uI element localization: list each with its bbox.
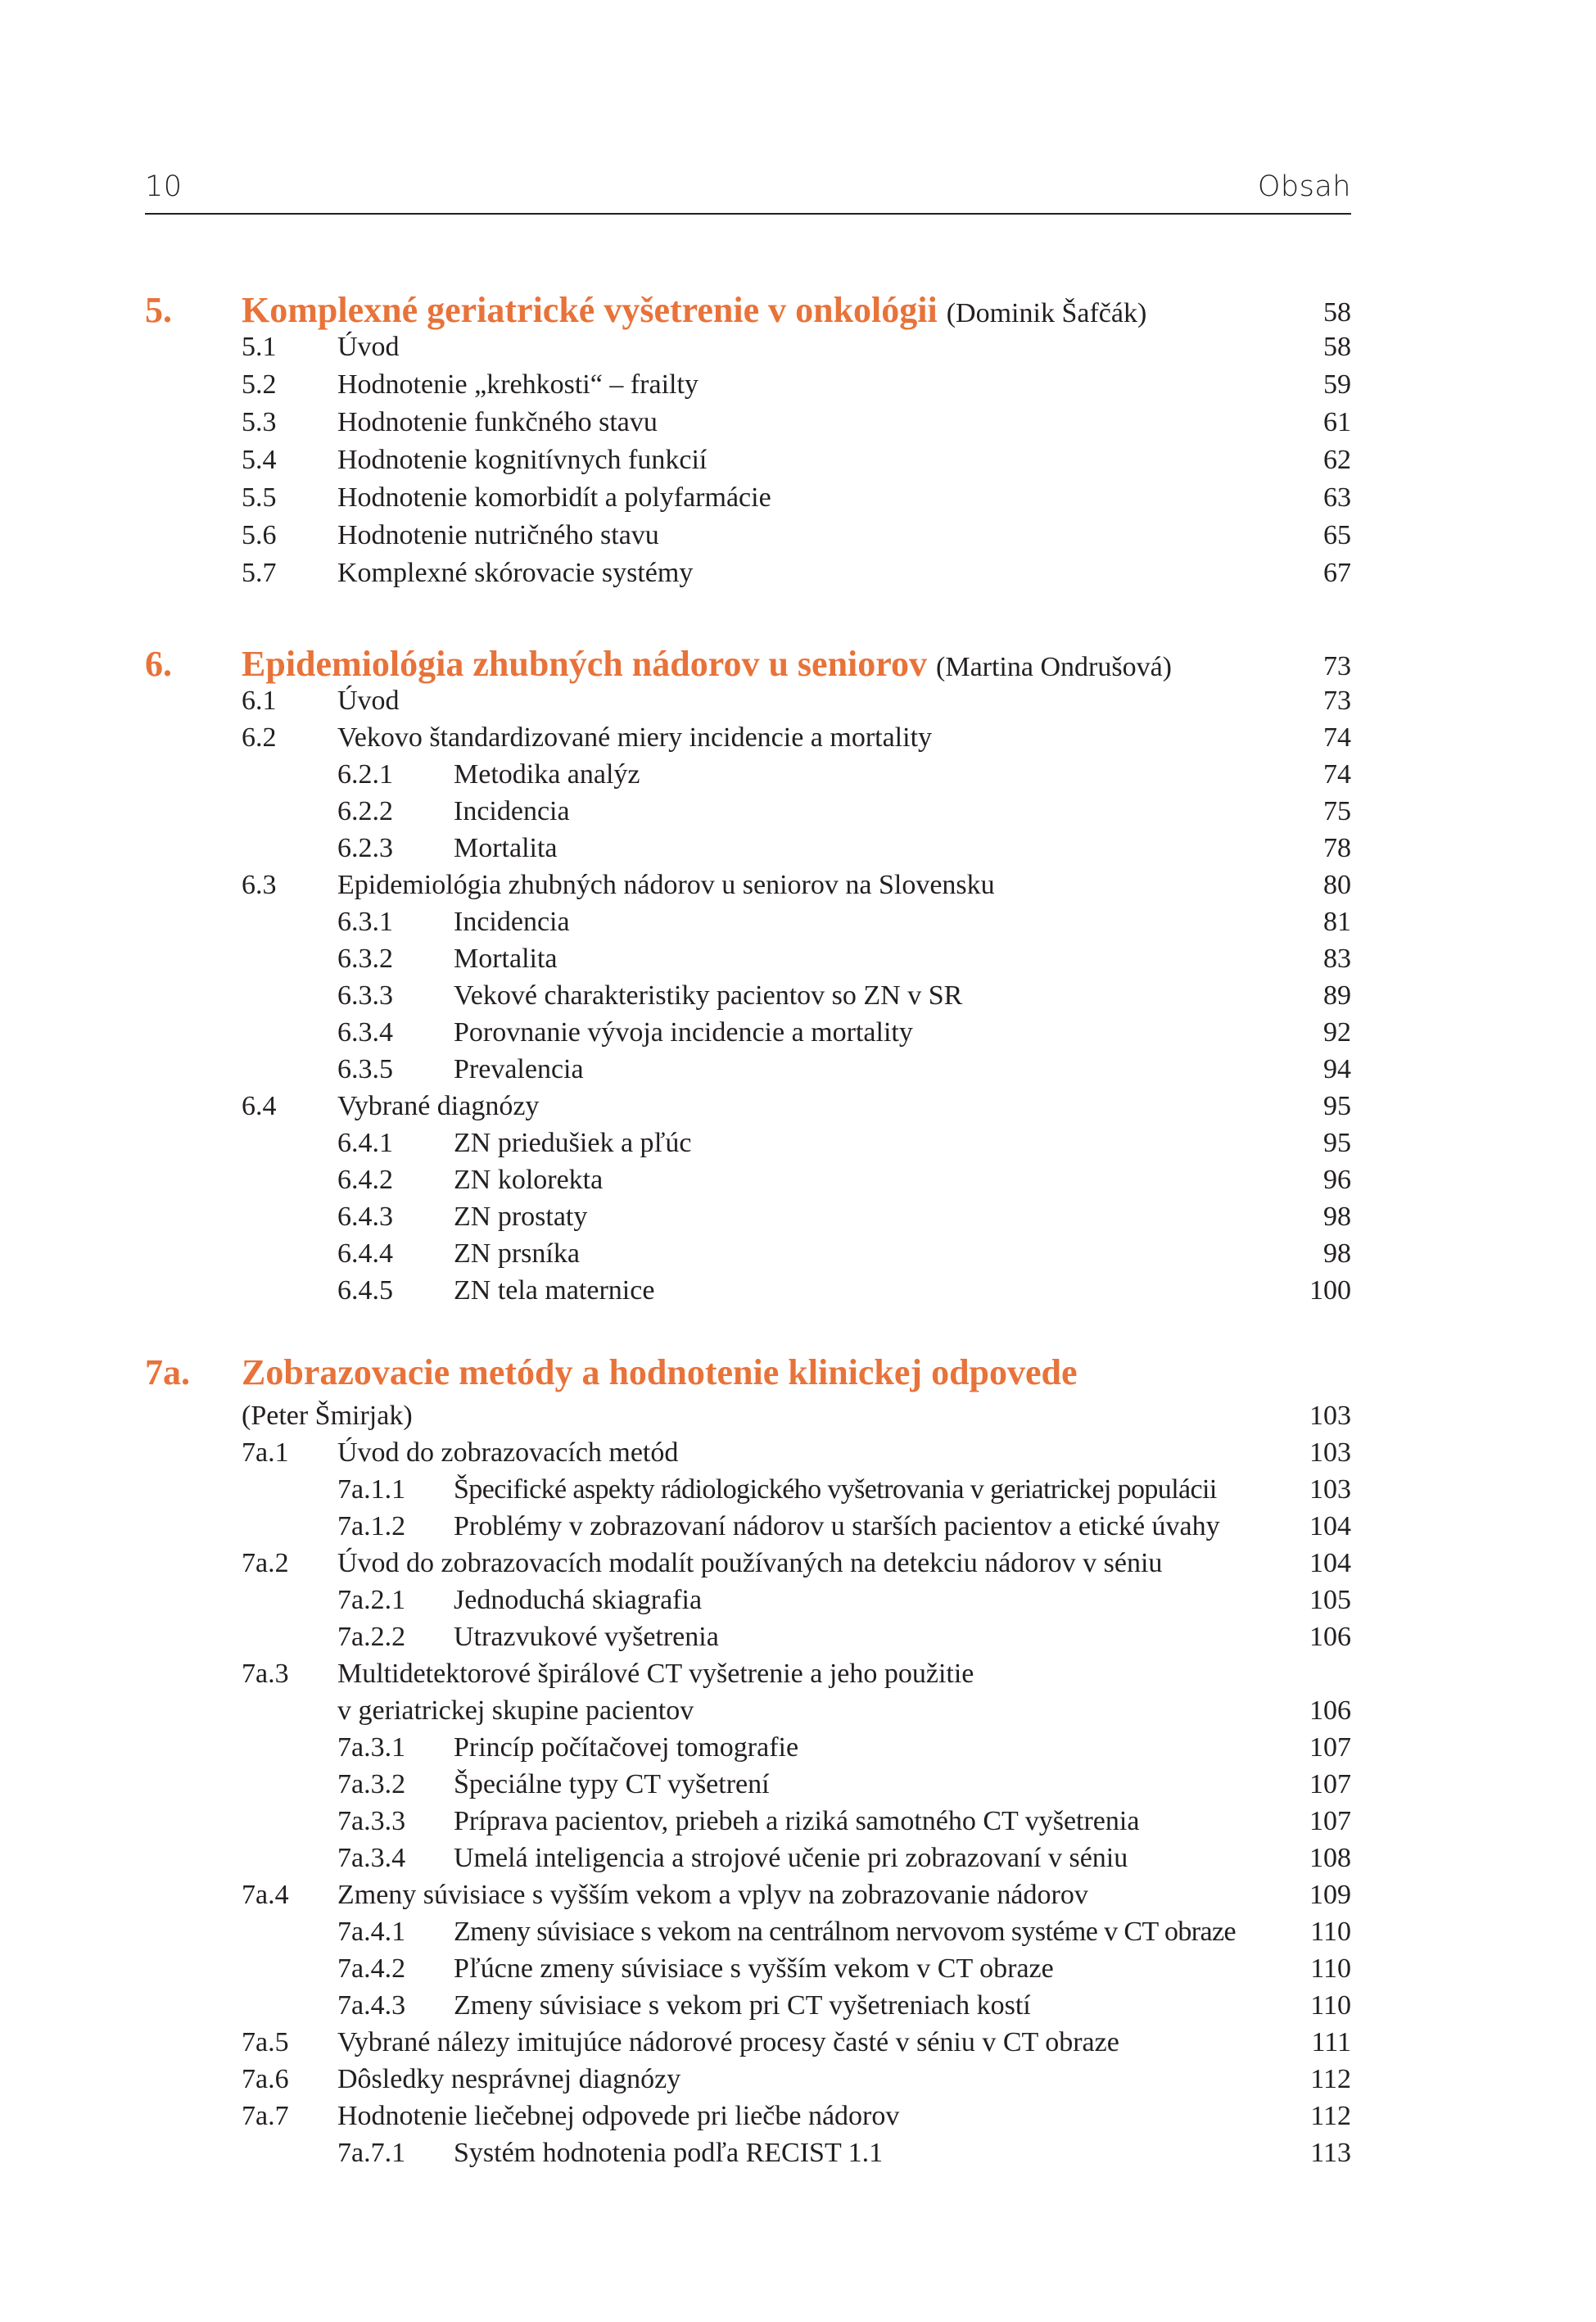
entry-title: Príprava pacientov, priebeh a riziká samotného CT vyšetrenia (454, 1806, 1140, 1836)
entry-title: Vekovo štandardizované miery incidencie a mortality (337, 722, 933, 753)
entry-number: 7a.3.2 (337, 1769, 406, 1799)
toc-entry-7a-4[interactable] (0, 1876, 1596, 1913)
toc-entry-7a-6[interactable] (0, 2061, 1596, 2098)
chapter-number: 5. (145, 290, 172, 330)
toc-entry-7a-4-2[interactable] (0, 1950, 1596, 1987)
toc-entry-5-7[interactable] (0, 554, 1596, 591)
entry-number: 5.1 (242, 332, 277, 362)
entry-number: 7a.4.3 (337, 1990, 406, 2021)
toc-entry-5-5[interactable] (0, 479, 1596, 516)
entry-number: 7a.2 (242, 1548, 289, 1578)
entry-number: 5.7 (242, 558, 277, 588)
chapter-title: Komplexné geriatrické vyšetrenie v onkológii (242, 290, 938, 330)
entry-page: 61 (1323, 407, 1351, 437)
toc-entry-7a-3-4[interactable] (0, 1840, 1596, 1876)
toc-entry-5-6[interactable] (0, 517, 1596, 554)
toc-entry-6-4-5[interactable] (0, 1272, 1596, 1309)
entry-title: Vekové charakteristiky pacientov so ZN v SR (454, 980, 963, 1011)
entry-page: 74 (1323, 759, 1351, 790)
entry-page: 110 (1310, 1917, 1351, 1947)
entry-title: Problémy v zobrazovaní nádorov u starších pacientov a etické úvahy (454, 1511, 1220, 1541)
entry-title: ZN prsníka (454, 1238, 580, 1269)
entry-page: 73 (1323, 686, 1351, 716)
entry-page: 113 (1310, 2138, 1351, 2168)
entry-number: 6.2 (242, 722, 277, 753)
entry-page: 107 (1309, 1769, 1351, 1799)
chapter-page: 58 (1323, 297, 1351, 328)
toc-entry-7a-2-2[interactable] (0, 1618, 1596, 1655)
toc-entry-6-2-3[interactable] (0, 830, 1596, 867)
entry-number: 6.3.3 (337, 980, 393, 1011)
entry-number: 7a.3.1 (337, 1732, 406, 1763)
entry-title: Epidemiológia zhubných nádorov u seniorov na Slovensku (337, 870, 995, 900)
entry-page: 107 (1309, 1806, 1351, 1836)
entry-title: Porovnanie vývoja incidencie a mortality (454, 1017, 913, 1048)
entry-page: 112 (1310, 2101, 1351, 2131)
entry-page: 94 (1323, 1054, 1351, 1084)
entry-page: 95 (1323, 1091, 1351, 1121)
entry-title: Hodnotenie kognitívnych funkcií (337, 445, 708, 475)
toc-entry-7a-3-2[interactable] (0, 1766, 1596, 1803)
entry-page: 104 (1309, 1548, 1351, 1578)
toc-entry-5-1[interactable] (0, 328, 1596, 365)
entry-page: 110 (1310, 1953, 1351, 1984)
entry-page: 95 (1323, 1128, 1351, 1158)
entry-page: 110 (1310, 1990, 1351, 2021)
entry-title: Špecifické aspekty rádiologického vyšetrovania v geriatrickej populácii (454, 1474, 1217, 1505)
entry-title: Vybrané diagnózy (337, 1091, 540, 1121)
page-number: 10 (145, 170, 183, 203)
entry-title: Multidetektorové špirálové CT vyšetrenie a jeho použitie (337, 1659, 974, 1689)
entry-page: 65 (1323, 520, 1351, 550)
entry-title: Hodnotenie liečebnej odpovede pri liečbe nádorov (337, 2101, 900, 2131)
entry-number: 7a.3 (242, 1659, 289, 1689)
toc-entry-7a-2-1[interactable] (0, 1582, 1596, 1618)
entry-title: ZN prostaty (454, 1202, 588, 1232)
entry-title: Mortalita (454, 944, 558, 974)
entry-number: 7a.4.2 (337, 1953, 406, 1984)
toc-entry-7a-2[interactable] (0, 1545, 1596, 1582)
toc-entry-7a-1-2[interactable] (0, 1508, 1596, 1545)
entry-title: Princíp počítačovej tomografie (454, 1732, 799, 1763)
entry-page: 112 (1310, 2064, 1351, 2094)
entry-title: Hodnotenie funkčného stavu (337, 407, 658, 437)
entry-number: 5.3 (242, 407, 277, 437)
entry-page: 67 (1323, 558, 1351, 588)
entry-title: Hodnotenie komorbidít a polyfarmácie (337, 482, 771, 513)
toc-entry-6-2-2[interactable] (0, 793, 1596, 830)
toc-entry-7a-3-3[interactable] (0, 1803, 1596, 1840)
entry-number: 7a.1.2 (337, 1511, 406, 1541)
entry-page: 62 (1323, 445, 1351, 475)
toc-entry-5-2[interactable] (0, 366, 1596, 403)
entry-page: 80 (1323, 870, 1351, 900)
entry-title: Špeciálne typy CT vyšetrení (454, 1769, 770, 1799)
toc-entry-6-3-5[interactable] (0, 1051, 1596, 1088)
entry-page: 63 (1323, 482, 1351, 513)
entry-number: 5.2 (242, 369, 277, 400)
entry-title: Prevalencia (454, 1054, 584, 1084)
toc-entry-6-3[interactable] (0, 867, 1596, 903)
toc-entry-6-3-3[interactable] (0, 977, 1596, 1014)
entry-number: 6.4.4 (337, 1238, 393, 1269)
entry-page: 108 (1309, 1843, 1351, 1873)
entry-title: Hodnotenie nutričného stavu (337, 520, 659, 550)
toc-entry-6-3-1[interactable] (0, 903, 1596, 940)
entry-title: Úvod (337, 686, 400, 716)
entry-page: 92 (1323, 1017, 1351, 1048)
toc-entry-6-2-1[interactable] (0, 756, 1596, 793)
toc-chapter-7a-author-line[interactable] (0, 1397, 1596, 1434)
chapter-author: (Dominik Šafčák) (946, 298, 1147, 328)
toc-entry-7a-1[interactable] (0, 1434, 1596, 1471)
entry-title: ZN kolorekta (454, 1165, 604, 1195)
entry-title: Komplexné skórovacie systémy (337, 558, 694, 588)
toc-entry-6-4[interactable] (0, 1088, 1596, 1125)
entry-page: 106 (1309, 1695, 1351, 1726)
entry-number: 6.4.1 (337, 1128, 393, 1158)
toc-entry-7a-3-cont[interactable] (0, 1692, 1596, 1729)
entry-page: 103 (1309, 1437, 1351, 1468)
entry-number: 5.4 (242, 445, 277, 475)
entry-page: 81 (1323, 907, 1351, 937)
entry-title: Zmeny súvisiace s vyšším vekom a vplyv na zobrazovanie nádorov (337, 1880, 1088, 1910)
entry-title: Úvod (337, 332, 400, 362)
entry-page: 75 (1323, 796, 1351, 826)
toc-entry-6-4-1[interactable] (0, 1125, 1596, 1161)
entry-title: Úvod do zobrazovacích metód (337, 1437, 679, 1468)
entry-page: 98 (1323, 1238, 1351, 1269)
entry-number: 6.4.3 (337, 1202, 393, 1232)
entry-title: Vybrané nálezy imitujúce nádorové procesy časté v séniu v CT obraze (337, 2027, 1119, 2057)
entry-number: 7a.4 (242, 1880, 289, 1910)
entry-page: 107 (1309, 1732, 1351, 1763)
entry-number: 7a.1 (242, 1437, 289, 1468)
entry-title: Pľúcne zmeny súvisiace s vyšším vekom v CT obraze (454, 1953, 1054, 1984)
entry-title: ZN tela maternice (454, 1275, 655, 1306)
toc-entry-6-1[interactable] (0, 682, 1596, 719)
toc-entry-7a-4-1[interactable] (0, 1913, 1596, 1950)
toc-entry-6-3-2[interactable] (0, 940, 1596, 977)
entry-number: 7a.6 (242, 2064, 289, 2094)
entry-number: 7a.5 (242, 2027, 289, 2057)
entry-number: 6.2.2 (337, 796, 393, 826)
entry-page: 89 (1323, 980, 1351, 1011)
entry-title: Hodnotenie „krehkosti“ – frailty (337, 369, 699, 400)
toc-entry-6-3-4[interactable] (0, 1014, 1596, 1051)
toc-entry-7a-5[interactable] (0, 2024, 1596, 2061)
entry-number: 6.2.3 (337, 833, 393, 863)
toc-entry-5-4[interactable] (0, 441, 1596, 478)
entry-number: 6.4 (242, 1091, 277, 1121)
entry-number: 7a.3.3 (337, 1806, 406, 1836)
entry-title: Mortalita (454, 833, 558, 863)
chapter-title: Epidemiológia zhubných nádorov u seniorov (242, 644, 928, 684)
entry-page: 74 (1323, 722, 1351, 753)
entry-title: Zmeny súvisiace s vekom pri CT vyšetreniach kostí (454, 1990, 1031, 2021)
entry-number: 6.4.2 (337, 1165, 393, 1195)
running-title: Obsah (1257, 170, 1351, 203)
toc-entry-7a-7-1[interactable] (0, 2134, 1596, 2171)
entry-number: 7a.4.1 (337, 1917, 406, 1947)
toc-chapter-5[interactable] (0, 287, 1596, 333)
entry-title: Jednoduchá skiagrafia (454, 1585, 703, 1615)
entry-number: 5.6 (242, 520, 277, 550)
entry-page: 96 (1323, 1165, 1351, 1195)
running-header (145, 161, 1351, 215)
entry-number: 6.3.1 (337, 907, 393, 937)
entry-number: 7a.3.4 (337, 1843, 406, 1873)
entry-number: 6.2.1 (337, 759, 393, 790)
entry-page: 100 (1309, 1275, 1351, 1306)
entry-title: Zmeny súvisiace s vekom na centrálnom nervovom systéme v CT obraze (454, 1917, 1236, 1947)
entry-page: 78 (1323, 833, 1351, 863)
entry-title: Úvod do zobrazovacích modalít používaných na detekciu nádorov v séniu (337, 1548, 1163, 1578)
toc-entry-7a-1-1[interactable] (0, 1471, 1596, 1508)
entry-title: ZN priedušiek a pľúc (454, 1128, 692, 1158)
chapter-author: (Peter Šmirjak) (242, 1401, 413, 1431)
entry-number: 7a.2.1 (337, 1585, 406, 1615)
toc-entry-6-4-3[interactable] (0, 1198, 1596, 1235)
entry-title: Metodika analýz (454, 759, 640, 790)
entry-title: Umelá inteligencia a strojové učenie pri zobrazovaní v séniu (454, 1843, 1128, 1873)
entry-number: 7a.1.1 (337, 1474, 406, 1505)
entry-page: 103 (1309, 1474, 1351, 1505)
entry-title: Dôsledky nesprávnej diagnózy (337, 2064, 681, 2094)
entry-page: 59 (1323, 369, 1351, 400)
toc-entry-7a-3-1[interactable] (0, 1729, 1596, 1766)
entry-page: 105 (1309, 1585, 1351, 1615)
toc-entry-5-3[interactable] (0, 404, 1596, 441)
entry-number: 6.1 (242, 686, 277, 716)
entry-number: 6.3.4 (337, 1017, 393, 1048)
entry-title: Incidencia (454, 796, 570, 826)
entry-number: 7a.7.1 (337, 2138, 406, 2168)
chapter-title: Zobrazovacie metódy a hodnotenie klinickej odpovede (242, 1352, 1078, 1392)
entry-number: 6.3.2 (337, 944, 393, 974)
chapter-number: 7a. (145, 1352, 190, 1392)
entry-page: 98 (1323, 1202, 1351, 1232)
toc-entry-7a-4-3[interactable] (0, 1987, 1596, 2024)
entry-page: 83 (1323, 944, 1351, 974)
entry-number: 6.4.5 (337, 1275, 393, 1306)
entry-number: 7a.2.2 (337, 1622, 406, 1652)
toc-entry-7a-7[interactable] (0, 2098, 1596, 2134)
chapter-number: 6. (145, 644, 172, 684)
chapter-page: 103 (1309, 1401, 1351, 1431)
entry-page: 58 (1323, 332, 1351, 362)
entry-page: 106 (1309, 1622, 1351, 1652)
entry-page: 109 (1309, 1880, 1351, 1910)
toc-entry-6-4-4[interactable] (0, 1235, 1596, 1272)
toc-chapter-7a[interactable] (0, 1350, 1596, 1396)
entry-page: 104 (1309, 1511, 1351, 1541)
toc-entry-7a-3[interactable] (0, 1655, 1596, 1692)
toc-chapter-6[interactable] (0, 641, 1596, 687)
entry-title: Incidencia (454, 907, 570, 937)
entry-number: 6.3.5 (337, 1054, 393, 1084)
entry-number: 7a.7 (242, 2101, 289, 2131)
entry-title-continued: v geriatrickej skupine pacientov (337, 1695, 694, 1726)
toc-entry-6-4-2[interactable] (0, 1161, 1596, 1198)
chapter-author: (Martina Ondrušová) (936, 652, 1172, 682)
toc-entry-6-2[interactable] (0, 719, 1596, 756)
entry-title: Utrazvukové vyšetrenia (454, 1622, 719, 1652)
chapter-page: 73 (1323, 651, 1351, 681)
entry-page: 111 (1311, 2027, 1351, 2057)
entry-number: 5.5 (242, 482, 277, 513)
entry-title: Systém hodnotenia podľa RECIST 1.1 (454, 2138, 884, 2168)
entry-number: 6.3 (242, 870, 277, 900)
